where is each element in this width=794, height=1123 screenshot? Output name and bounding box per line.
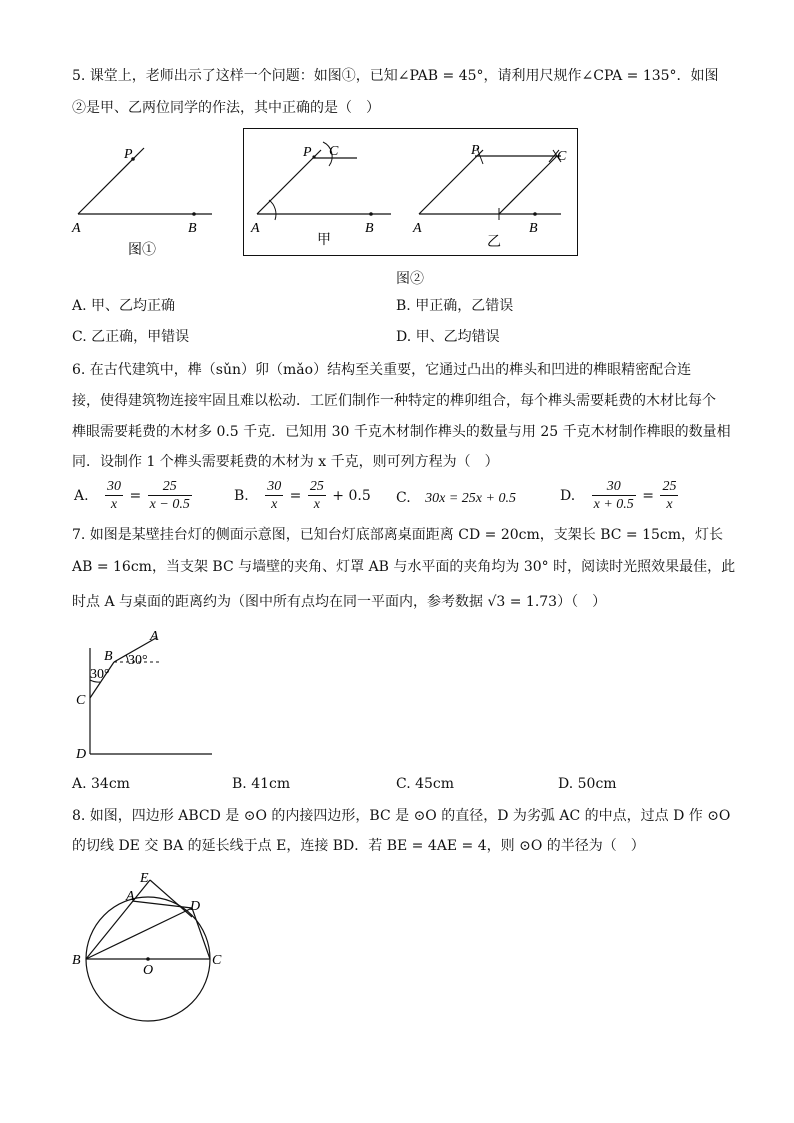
q5-stem-line1: 5. 课堂上，老师出示了这样一个问题：如图①，已知∠PAB = 45°，请利用尺规作∠CPA = 135°．如图 xyxy=(72,68,719,84)
q8-label-D: D xyxy=(190,899,201,914)
q7-option-d: D. 50cm xyxy=(558,776,617,792)
q6-a-num2: 25 xyxy=(148,478,192,496)
q8-label-B: B xyxy=(72,953,81,968)
q8-label-A: A xyxy=(126,889,135,904)
q6-b-num2: 25 xyxy=(309,479,324,494)
q6-option-b: B. $\frac{30}{x}$ = $\frac{25}{x}$ + 0.5 xyxy=(234,479,371,512)
q5-figure-1 xyxy=(70,140,220,265)
q5-yi-label-P: P xyxy=(471,143,480,158)
q6-a-den2: x − 0.5 xyxy=(149,497,190,512)
q6-option-a: A. $\frac{30}{x}$ = $\frac{25}{x - 0.5}$ xyxy=(74,479,190,512)
q6-stem-line2: 接，使得建筑物连接牢固且难以松动．工匠们制作一种特定的榫卯组合，每个榫头需要耗费的木材比每个 xyxy=(72,393,716,409)
q8-label-E: E xyxy=(140,871,149,886)
q8-label-C: C xyxy=(212,953,222,968)
q5-figure-2 xyxy=(243,128,578,256)
q5-fig1-caption: 图① xyxy=(128,243,156,258)
q8-label-O: O xyxy=(143,963,154,978)
q5-jia-label-B: B xyxy=(365,221,374,236)
q6-stem-line1: 6. 在古代建筑中，榫（sǔn）卯（mǎo）结构至关重要，它通过凸出的榫头和凹进的榫眼精密配合连 xyxy=(72,362,692,378)
q6-option-d-label: D. xyxy=(560,487,576,504)
q6-option-a-label: A. xyxy=(74,487,89,504)
q6-option-c-label: C. xyxy=(396,490,411,506)
q5-fig1-label-P: P xyxy=(124,147,133,162)
q5-jia-caption: 甲 xyxy=(317,233,331,248)
q5-yi-label-B: B xyxy=(529,221,538,236)
q5-option-d: D. 甲、乙均错误 xyxy=(396,329,500,345)
q6-stem-line3: 榫眼需要耗费的木材多 0.5 千克．已知用 30 千克木材制作榫头的数量与用 25 千克木材制作榫眼的数量相 xyxy=(72,424,731,440)
q6-option-d: D. $\frac{30}{x + 0.5}$ = $\frac{25}{x}$ xyxy=(560,479,677,512)
q7-label-C: C xyxy=(76,693,86,708)
q5-yi-caption: 乙 xyxy=(487,235,501,250)
q7-stem-line3: 时点 A 与桌面的距离约为（图中所有点均在同一平面内，参考数据 √3 = 1.73）（ ） xyxy=(72,594,607,610)
q7-figure-lamp xyxy=(72,626,222,761)
q7-option-c: C. 45cm xyxy=(396,776,455,792)
q6-d-den2: x xyxy=(666,497,673,512)
q5-fig1-label-A: A xyxy=(72,221,81,236)
q5-jia-label-C: C xyxy=(329,144,339,159)
q5-jia-label-A: A xyxy=(251,221,260,236)
q5-option-c: C. 乙正确，甲错误 xyxy=(72,329,190,345)
q6-option-b-label: B. xyxy=(234,487,249,504)
q5-yi-label-C: C xyxy=(557,149,567,164)
q7-label-D: D xyxy=(76,747,87,762)
q6-option-c-expr: 30x = 25x + 0.5 xyxy=(425,491,516,506)
q5-option-b: B. 甲正确，乙错误 xyxy=(396,298,514,314)
q6-b-den2: x xyxy=(313,497,320,512)
q7-angle-1: 30° xyxy=(90,667,110,682)
q8-stem-line1: 8. 如图，四边形 ABCD 是 ⊙O 的内接四边形，BC 是 ⊙O 的直径，D 为劣弧 AC 的中点，过点 D 作 ⊙O xyxy=(72,808,731,824)
q5-yi-label-A: A xyxy=(413,221,422,236)
q7-label-B: B xyxy=(104,649,113,664)
q5-option-a: A. 甲、乙均正确 xyxy=(72,298,176,314)
q6-d-num2: 25 xyxy=(662,479,677,494)
q6-option-c xyxy=(396,488,516,509)
q7-option-b: B. 41cm xyxy=(232,776,291,792)
q7-stem-line2: AB = 16cm，当支架 BC 与墙壁的夹角、灯罩 AB 与水平面的夹角均为 30° 时，阅读时光照效果最佳，此 xyxy=(72,559,736,575)
q8-stem-line2: 的切线 DE 交 BA 的延长线于点 E，连接 BD．若 BE = 4AE = 4，则 ⊙O 的半径为（ ） xyxy=(72,838,645,854)
q7-stem-line1: 7. 如图是某壁挂台灯的侧面示意图，已知台灯底部离桌面距离 CD = 20cm，支架长 BC = 15cm，灯长 xyxy=(72,527,724,543)
q5-stem-line2: ②是甲、乙两位同学的作法，其中正确的是（ ） xyxy=(72,100,380,116)
q6-b-den1: x xyxy=(271,497,278,512)
q6-a-den1: x xyxy=(110,497,118,512)
q6-b-tail: + 0.5 xyxy=(332,487,371,504)
q5-fig2-caption: 图② xyxy=(396,271,424,287)
q6-a-num1: 30 xyxy=(107,479,122,494)
q7-label-A: A xyxy=(150,629,159,644)
q8-figure-circle xyxy=(70,866,240,1036)
q7-angle-2: 30° xyxy=(128,653,148,668)
q6-stem-line4: 同．设制作 1 个榫头需要耗费的木材为 x 千克，则可列方程为（ ） xyxy=(72,454,499,470)
q6-d-num1: 30 xyxy=(592,478,636,496)
q6-b-num1: 30 xyxy=(267,479,282,494)
q7-option-a: A. 34cm xyxy=(72,776,130,792)
q5-jia-label-P: P xyxy=(303,145,312,160)
q5-fig1-label-B: B xyxy=(188,221,197,236)
q6-d-den1: x + 0.5 xyxy=(593,497,634,512)
